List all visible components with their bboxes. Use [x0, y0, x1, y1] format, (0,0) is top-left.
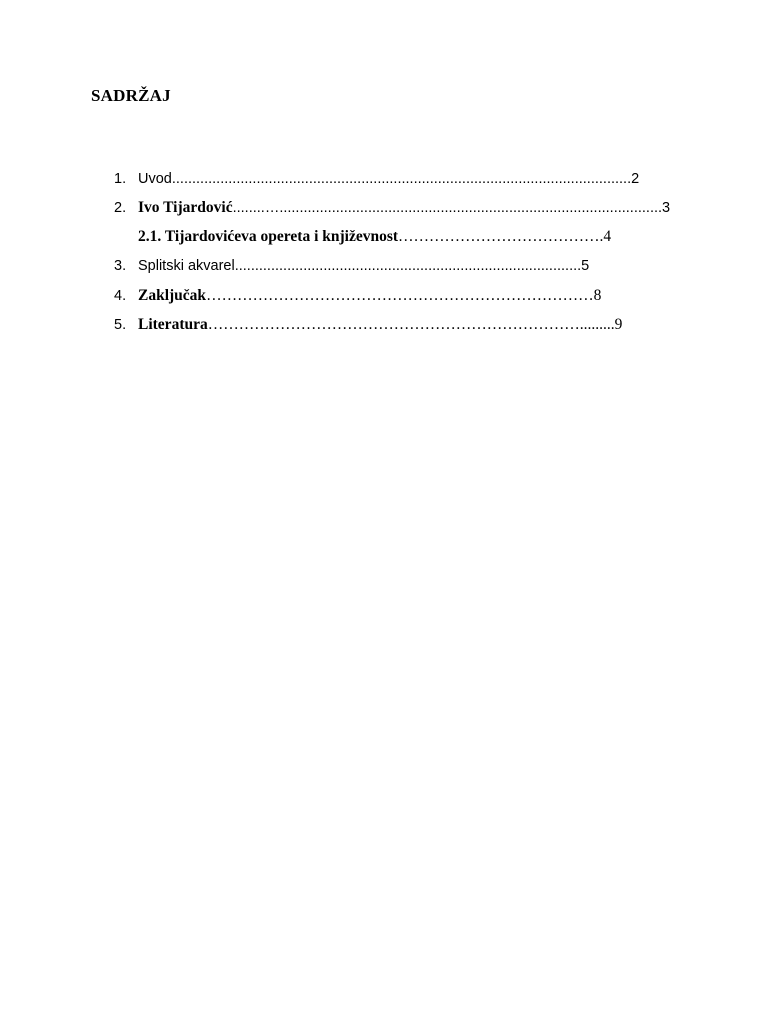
toc-entry-title: 2.1. Tijardovićeva opereta i književnost	[138, 228, 399, 245]
toc-entry-page: 3	[662, 200, 671, 216]
toc-entry-literatura[interactable]	[114, 314, 676, 336]
toc-entry-number: 4.	[114, 288, 127, 304]
toc-entry-title: Ivo Tijardović	[138, 199, 233, 216]
toc-entry-page: 2	[631, 171, 640, 187]
toc-heading: SADRŽAJ	[91, 86, 171, 105]
toc-entry-title: Literatura	[138, 316, 208, 333]
toc-entry-splitski-akvarel[interactable]	[114, 255, 654, 277]
toc-entry-title: Zaključak	[138, 287, 207, 304]
toc-entry-leader: …………………………………………………………………	[206, 287, 594, 304]
toc-entry-leader: ………………………………….	[398, 228, 604, 245]
toc-entry-title: Splitski akvarel	[138, 258, 235, 274]
toc-entry-page: 8	[593, 287, 602, 304]
toc-entry-number: 2.	[114, 200, 127, 216]
toc-entry-leader: ......................................................................................	[234, 258, 582, 274]
toc-entry-ivo-tijardovic[interactable]	[114, 197, 676, 219]
toc-entry-number: 3.	[114, 258, 127, 274]
toc-entry-number: 5.	[114, 317, 127, 333]
toc-entry-page: 4	[603, 228, 612, 245]
toc-entry-page: 9	[614, 316, 623, 333]
toc-entry-page: 5	[581, 258, 590, 274]
toc-entry-leader: ……………………………………………………………….........	[207, 316, 615, 333]
toc-entry-number: 1.	[114, 171, 127, 187]
toc-entry-leader: ..................................................................................................................	[171, 171, 632, 187]
toc-entry-title: Uvod	[138, 171, 172, 187]
toc-entry-tijardoviceva-opereta[interactable]	[138, 226, 676, 248]
toc-entry-zakljucak[interactable]	[114, 285, 676, 307]
toc-entry-leader: ........…...............................................................................................	[232, 200, 663, 216]
toc-entry-uvod[interactable]	[114, 168, 676, 190]
